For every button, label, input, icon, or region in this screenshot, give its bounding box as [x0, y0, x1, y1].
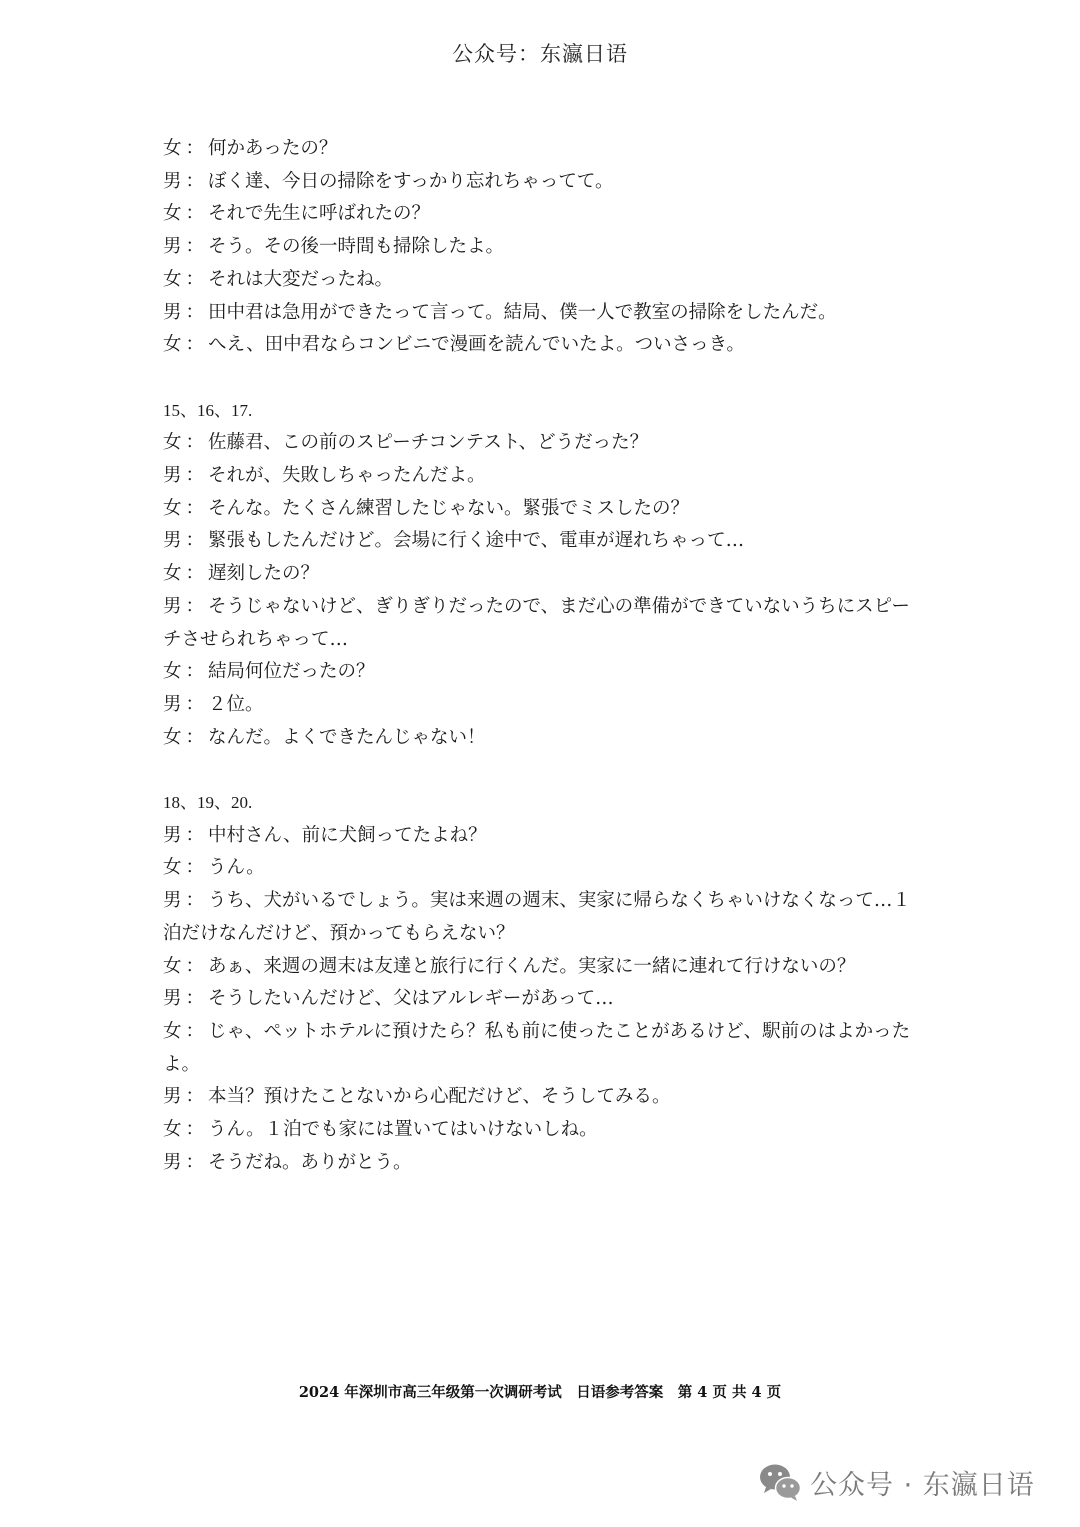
line-text: 本当？預けたことないから心配だけど、そうしてみる。	[208, 1086, 671, 1108]
speaker-separator: ：	[185, 890, 205, 912]
dialogue-content	[163, 133, 923, 1179]
dialogue-section-3	[163, 787, 923, 1179]
dialogue-section-1	[163, 133, 923, 362]
dialogue-line	[163, 983, 923, 1016]
speaker-label: 男	[163, 693, 182, 715]
speaker-separator: ：	[185, 824, 205, 846]
speaker-label: 男	[163, 890, 182, 912]
speaker-label: 女	[163, 1020, 182, 1042]
dialogue-line	[163, 166, 923, 199]
dialogue-line	[163, 1114, 923, 1147]
line-text: 中村さん、前に犬飼ってたよね？	[208, 824, 487, 846]
dialogue-line	[163, 689, 923, 722]
speaker-separator: ：	[185, 203, 205, 225]
speaker-label: 女	[163, 955, 182, 977]
line-text: そうじゃないけど、ぎりぎりだったので、まだ心の準備ができていないうちにスピーチさせられちゃって…	[163, 595, 910, 650]
line-text: へえ、田中君ならコンビニで漫画を読んでいたよ。ついさっき。	[208, 334, 745, 356]
speaker-label: 女	[163, 497, 182, 519]
watermark-text: 公众号 · 东瀛日语	[810, 1469, 1035, 1501]
speaker-label: 女	[163, 661, 182, 683]
dialogue-line	[163, 820, 923, 853]
speaker-separator: ：	[185, 955, 205, 977]
line-text: それが、失敗しちゃったんだよ。	[208, 465, 486, 487]
line-text: そんな。たくさん練習したじゃない。緊張でミスしたの？	[208, 497, 690, 519]
speaker-separator: ：	[185, 138, 205, 159]
dialogue-line	[163, 297, 923, 330]
dialogue-line	[163, 852, 923, 885]
line-text: なんだ。よくできたんじゃない！	[208, 726, 486, 748]
section-title: 18、19、20.	[163, 793, 253, 813]
line-text: それで先生に呼ばれたの？	[208, 203, 431, 225]
speaker-separator: ：	[185, 465, 205, 487]
speaker-label: 男	[163, 530, 182, 552]
line-text: 結局何位だったの？	[208, 661, 375, 683]
dialogue-line	[163, 198, 923, 231]
speaker-label: 男	[163, 465, 182, 487]
line-text: そうだね。ありがとう。	[208, 1151, 412, 1173]
line-text: 緊張もしたんだけど。会場に行く途中で、電車が遅れちゃって…	[208, 530, 745, 552]
line-text: うん。	[208, 857, 265, 879]
speaker-label: 女	[163, 726, 182, 748]
speaker-separator: ：	[185, 988, 205, 1010]
speaker-label: 男	[163, 1086, 182, 1108]
speaker-separator: ：	[185, 857, 205, 879]
line-text: 田中君は急用ができたって言って。結局、僕一人で教室の掃除をしたんだ。	[208, 301, 837, 323]
page-footer: 2024 年深圳市高三年级第一次调研考试 日语参考答案 第 4 页 共 4 页	[298, 1384, 782, 1401]
speaker-separator: ：	[185, 334, 205, 356]
speaker-separator: ：	[185, 301, 205, 323]
speaker-separator: ：	[185, 1020, 205, 1042]
dialogue-line	[163, 1147, 923, 1180]
line-text: そう。その後一時間も掃除したよ。	[208, 236, 505, 258]
dialogue-section-2	[163, 395, 923, 755]
dialogue-line	[163, 1081, 923, 1114]
line-text: うん。１泊でも家には置いてはいけないしね。	[208, 1119, 598, 1141]
dialogue-line	[163, 460, 923, 493]
dialogue-line	[163, 951, 923, 984]
dialogue-line	[163, 231, 923, 264]
speaker-label: 女	[163, 563, 182, 585]
line-text: 何かあったの？	[208, 138, 338, 159]
watermark	[758, 1462, 1035, 1502]
speaker-label: 女	[163, 138, 182, 159]
line-text: 遅刻したの？	[208, 563, 320, 585]
line-text: それは大変だったね。	[208, 268, 394, 290]
speaker-separator: ：	[185, 726, 205, 748]
speaker-label: 女	[163, 432, 182, 454]
line-text: 佐藤君、この前のスピーチコンテスト、どうだった？	[208, 432, 649, 454]
speaker-separator: ：	[185, 1151, 205, 1173]
line-text: あぁ、来週の週末は友達と旅行に行くんだ。実家に一緒に連れて行けないの？	[208, 955, 856, 977]
speaker-label: 男	[163, 988, 182, 1010]
line-text: じゃ、ペットホテルに預けたら？私も前に使ったことがあるけど、駅前のはよかったよ。	[163, 1020, 911, 1075]
speaker-label: 男	[163, 170, 182, 192]
speaker-separator: ：	[185, 563, 205, 585]
dialogue-line	[163, 885, 923, 950]
speaker-label: 女	[163, 1119, 182, 1141]
dialogue-line	[163, 656, 923, 689]
dialogue-line	[163, 525, 923, 558]
dialogue-line	[163, 493, 923, 526]
dialogue-line	[163, 329, 923, 362]
speaker-separator: ：	[185, 661, 205, 683]
speaker-label: 男	[163, 824, 182, 846]
speaker-separator: ：	[185, 1086, 205, 1108]
speaker-label: 女	[163, 857, 182, 879]
dialogue-line	[163, 133, 923, 166]
dialogue-line	[163, 427, 923, 460]
speaker-label: 女	[163, 203, 182, 225]
speaker-label: 男	[163, 1151, 182, 1173]
wechat-icon	[758, 1462, 802, 1502]
dialogue-line	[163, 558, 923, 591]
speaker-separator: ：	[185, 497, 205, 519]
speaker-separator: ：	[185, 268, 205, 290]
speaker-separator: ：	[185, 432, 205, 454]
dialogue-line	[163, 591, 923, 656]
dialogue-line	[163, 1016, 923, 1081]
speaker-label: 男	[163, 236, 182, 258]
speaker-separator: ：	[185, 170, 205, 192]
dialogue-line	[163, 264, 923, 297]
speaker-label: 女	[163, 334, 182, 356]
speaker-separator: ：	[185, 236, 205, 258]
page-header: 公众号：东瀛日语	[452, 42, 628, 66]
speaker-separator: ：	[185, 1119, 205, 1141]
line-text: ２位。	[208, 693, 264, 715]
speaker-label: 女	[163, 268, 182, 290]
speaker-label: 男	[163, 595, 182, 617]
line-text: ぼく達、今日の掃除をすっかり忘れちゃってて。	[208, 170, 614, 192]
speaker-separator: ：	[185, 595, 205, 617]
section-title: 15、16、17.	[163, 400, 253, 420]
line-text: そうしたいんだけど、父はアルレギーがあって…	[208, 988, 614, 1010]
line-text: うち、犬がいるでしょう。実は来週の週末、実家に帰らなくちゃいけなくなって…１泊だけなんだけど、預かってもらえない？	[163, 890, 911, 944]
speaker-label: 男	[163, 301, 182, 323]
speaker-separator: ：	[185, 693, 205, 715]
speaker-separator: ：	[185, 530, 205, 552]
dialogue-line	[163, 722, 923, 755]
